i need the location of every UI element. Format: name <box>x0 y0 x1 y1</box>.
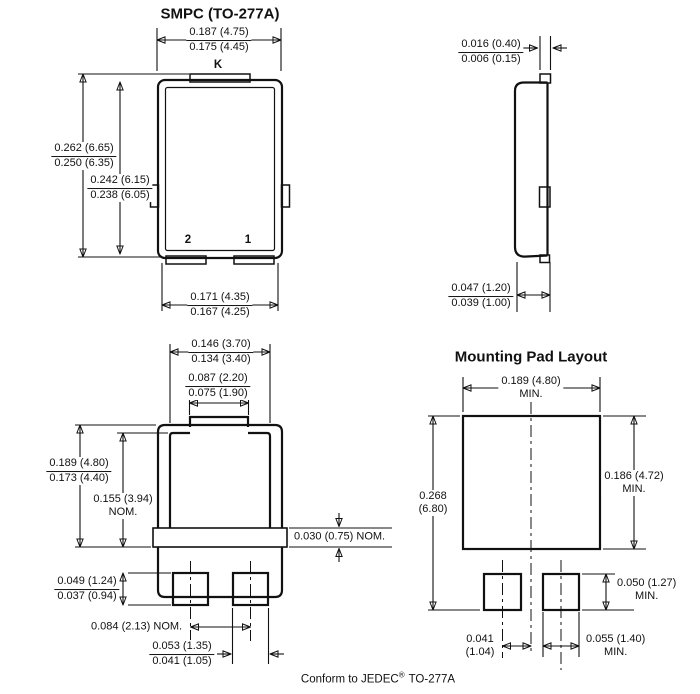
dim-top-terminal-span <box>187 291 252 319</box>
footer-text: Conform to JEDEC <box>300 673 399 686</box>
dim-side-tab-thickness <box>458 38 523 66</box>
dim-side-body-thickness <box>448 282 513 310</box>
dim-min: 0.134 (3.40) <box>191 353 251 365</box>
dim-value: 0.186 (4.72) <box>604 470 664 483</box>
dim-pad-width <box>498 375 563 401</box>
dim-bottom-flange-thickness <box>291 531 388 544</box>
dim-value: 0.268 <box>419 490 447 503</box>
dim-max: 0.242 (6.15) <box>87 174 152 189</box>
dim-value: 0.030 (0.75) NOM. <box>294 530 386 543</box>
dim-qualifier: MIN. <box>519 388 543 400</box>
dim-lead-pad-width <box>583 633 648 659</box>
dim-top-height-overall <box>51 142 116 170</box>
dim-qualifier: MIN. <box>604 646 628 658</box>
package-body-inner <box>166 88 275 251</box>
dim-min: 0.006 (0.15) <box>461 53 521 65</box>
cathode-mark-label: K <box>213 59 223 72</box>
dim-qualifier: (6.80) <box>418 503 448 515</box>
dim-qualifier: MIN. <box>622 483 646 495</box>
dim-max: 0.047 (1.20) <box>448 282 513 297</box>
dim-qualifier: (1.04) <box>465 646 495 658</box>
dim-max: 0.053 (1.35) <box>149 640 214 655</box>
dim-qualifier: MIN. <box>635 590 659 602</box>
dim-max: 0.016 (0.40) <box>458 38 523 53</box>
page-title: SMPC (TO-277A) <box>160 5 280 23</box>
dim-pad-height <box>601 470 666 496</box>
dim-value: 0.084 (2.13) NOM. <box>91 620 183 633</box>
dim-min: 0.175 (4.45) <box>189 41 249 53</box>
dim-value: 0.041 <box>466 633 494 646</box>
pin-1-label: 1 <box>244 234 252 247</box>
dim-min: 0.037 (0.94) <box>57 590 117 602</box>
dim-min: 0.075 (1.90) <box>188 387 248 399</box>
mounting-pad-dimension-lines <box>428 377 646 657</box>
dim-max: 0.146 (3.70) <box>188 338 253 353</box>
dim-top-width <box>186 26 251 54</box>
dim-overall-height <box>416 490 451 516</box>
dim-min: 0.167 (4.25) <box>190 306 250 318</box>
dim-lead-pad-offset <box>463 633 498 659</box>
dim-min: 0.173 (4.40) <box>49 472 109 484</box>
dim-max: 0.262 (6.65) <box>51 142 116 157</box>
mounting-pad-view <box>428 377 646 670</box>
dim-bottom-lead-height <box>54 575 119 603</box>
body-top-outline <box>158 425 282 528</box>
dim-bottom-lead-pitch <box>88 621 185 634</box>
footer-suffix: TO-277A <box>408 673 456 686</box>
flange <box>153 528 287 547</box>
jedec-conformance-note <box>301 671 455 686</box>
dim-value: 0.055 (1.40) <box>586 633 646 646</box>
dim-max: 0.187 (4.75) <box>186 26 251 41</box>
dim-max: 0.171 (4.35) <box>187 291 252 306</box>
dim-bottom-shoulder-width <box>188 338 253 366</box>
dim-value: 0.155 (3.94) <box>93 493 153 506</box>
pin-2-label: 2 <box>184 234 192 247</box>
dim-min: 0.039 (1.00) <box>451 297 511 309</box>
side-body-outline <box>515 83 548 257</box>
package-body-outline <box>158 80 282 258</box>
dim-qualifier: NOM. <box>108 506 138 518</box>
side-view-dimension-lines <box>517 36 567 312</box>
dim-bottom-height-overall <box>46 457 111 485</box>
dim-max: 0.049 (1.24) <box>54 575 119 590</box>
dim-min: 0.041 (1.05) <box>152 655 212 667</box>
dim-value: 0.050 (1.27) <box>617 577 677 590</box>
dim-max: 0.087 (2.20) <box>185 372 250 387</box>
mounting-pad-title: Mounting Pad Layout <box>454 348 608 366</box>
dim-bottom-tab-width <box>185 372 250 400</box>
dim-bottom-pad-height <box>90 493 155 519</box>
dim-min: 0.238 (6.05) <box>90 189 150 201</box>
dim-min: 0.250 (6.35) <box>54 157 114 169</box>
registered-mark: ® <box>398 670 405 680</box>
dim-top-height-body <box>87 174 152 202</box>
dim-max: 0.189 (4.80) <box>46 457 111 472</box>
heatsink-pad-edges <box>170 433 270 528</box>
dim-value: 0.189 (4.80) <box>501 375 561 388</box>
side-view <box>515 36 567 312</box>
dim-bottom-lead-width <box>149 640 214 668</box>
dim-lead-pad-height <box>614 577 679 603</box>
